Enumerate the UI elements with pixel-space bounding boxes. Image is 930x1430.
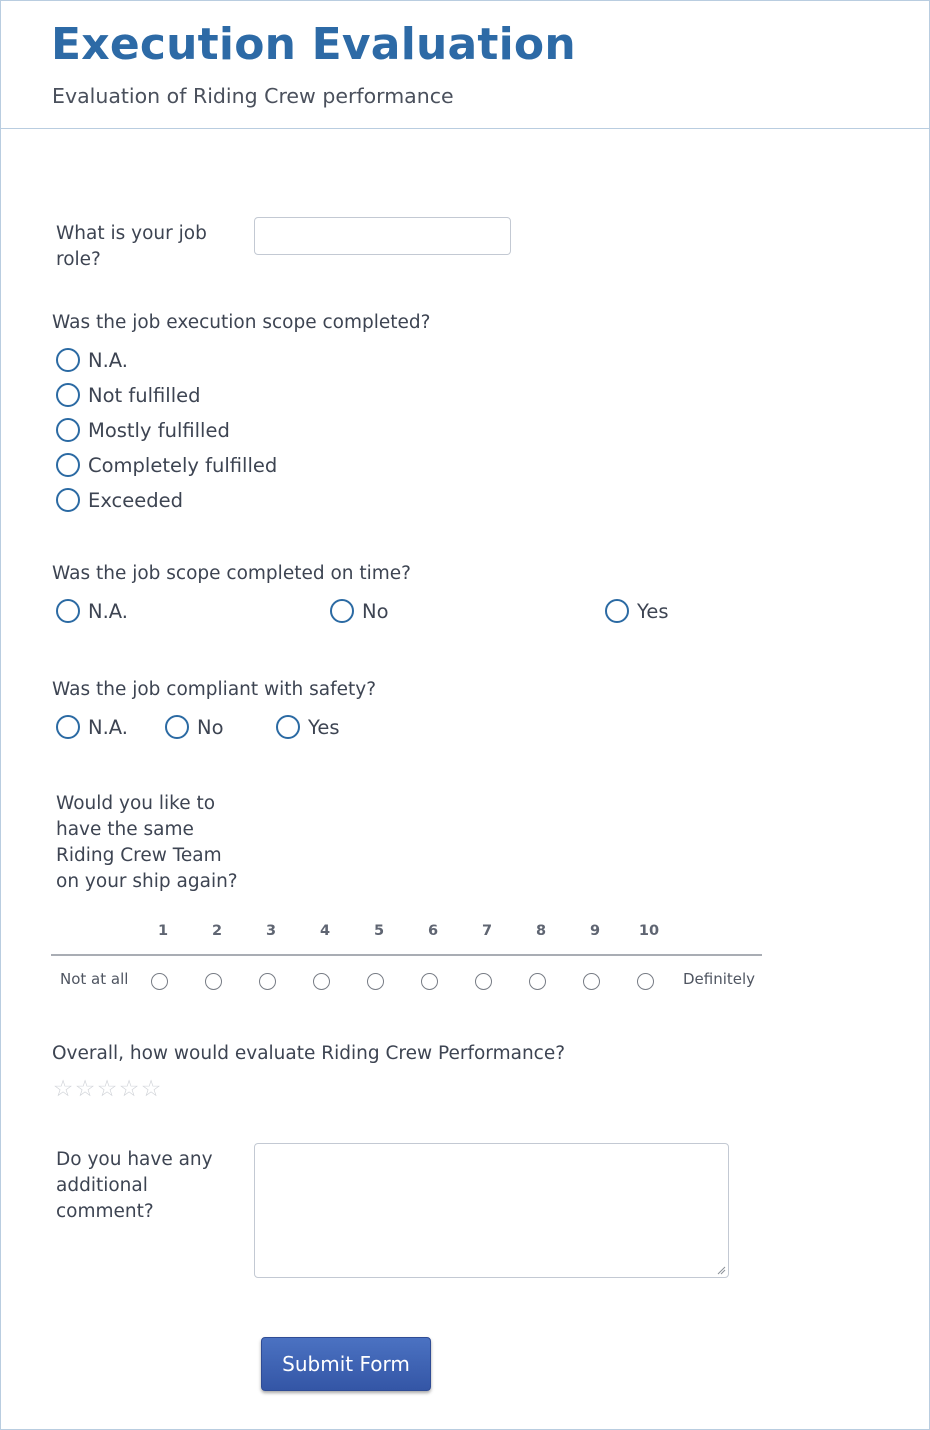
star-2-icon[interactable]: ☆ (74, 1076, 96, 1102)
job-role-label (56, 221, 207, 273)
radio-circle[interactable] (56, 383, 80, 407)
safety-option-yes[interactable] (276, 715, 339, 739)
safety-option-no[interactable] (165, 715, 224, 739)
scale-divider (51, 954, 762, 956)
scale-radio-2[interactable] (205, 973, 222, 990)
scope-option-label: Exceeded (88, 488, 183, 512)
scale-header-8: 8 (535, 923, 547, 939)
job-role-input[interactable] (254, 217, 511, 255)
radio-circle[interactable] (165, 715, 189, 739)
overall-question: Overall, how would evaluate Riding Crew Performance? (52, 1043, 566, 1064)
scope-option-not-fulfilled[interactable] (56, 383, 201, 407)
scope-question: Was the job execution scope completed? (52, 312, 431, 333)
comment-label-line: Do you have any (56, 1149, 213, 1170)
scale-radio-10[interactable] (637, 973, 654, 990)
scale-radio-6[interactable] (421, 973, 438, 990)
star-3-icon[interactable]: ☆ (96, 1076, 118, 1102)
radio-circle[interactable] (56, 348, 80, 372)
radio-circle[interactable] (56, 453, 80, 477)
scope-option-label: Completely fulfilled (88, 453, 278, 477)
scale-header-2: 2 (211, 923, 223, 939)
radio-circle[interactable] (330, 599, 354, 623)
scale-header-7: 7 (481, 923, 493, 939)
scope-option-na[interactable] (56, 348, 128, 372)
form-header (1, 1, 929, 129)
same-crew-question-line: have the same (56, 819, 194, 840)
same-crew-question (56, 791, 238, 895)
scale-header-6: 6 (427, 923, 439, 939)
form-subtitle: Evaluation of Riding Crew performance (52, 84, 454, 108)
radio-circle[interactable] (56, 715, 80, 739)
radio-circle[interactable] (56, 599, 80, 623)
scope-option-completely-fulfilled[interactable] (56, 453, 277, 477)
on-time-option-label: Yes (637, 599, 669, 623)
star-1-icon[interactable]: ☆ (52, 1076, 74, 1102)
scale-radio-8[interactable] (529, 973, 546, 990)
scale-high-label: Definitely (683, 970, 756, 988)
on-time-option-no[interactable] (330, 599, 389, 623)
submit-button[interactable]: Submit Form (261, 1337, 431, 1391)
same-crew-question-line: Would you like to (56, 793, 216, 814)
scale-low-label: Not at all (60, 970, 129, 988)
scope-option-exceeded[interactable] (56, 488, 183, 512)
radio-circle[interactable] (276, 715, 300, 739)
safety-question: Was the job compliant with safety? (52, 679, 377, 700)
scope-option-label: N.A. (88, 348, 128, 372)
radio-circle[interactable] (56, 418, 80, 442)
job-role-label-line: What is your job (56, 223, 207, 244)
safety-option-label: N.A. (88, 715, 128, 739)
scope-option-label: Mostly fulfilled (88, 418, 230, 442)
safety-option-label: Yes (308, 715, 340, 739)
radio-circle[interactable] (56, 488, 80, 512)
safety-option-na[interactable] (56, 715, 128, 739)
scale-header-4: 4 (319, 923, 331, 939)
scale-radio-1[interactable] (151, 973, 168, 990)
scale-radio-5[interactable] (367, 973, 384, 990)
on-time-option-yes[interactable] (605, 599, 668, 623)
scale-header-1: 1 (157, 923, 169, 939)
comment-label-line: comment? (56, 1201, 154, 1222)
scale-header-9: 9 (589, 923, 601, 939)
scale-radio-4[interactable] (313, 973, 330, 990)
scope-option-label: Not fulfilled (88, 383, 201, 407)
safety-option-label: No (197, 715, 224, 739)
radio-circle[interactable] (605, 599, 629, 623)
comment-label (56, 1147, 213, 1225)
job-role-label-line: role? (56, 249, 101, 270)
scale-header-3: 3 (265, 923, 277, 939)
star-5-icon[interactable]: ☆ (140, 1076, 162, 1102)
star-4-icon[interactable]: ☆ (118, 1076, 140, 1102)
same-crew-question-line: Riding Crew Team (56, 845, 222, 866)
scale-radio-7[interactable] (475, 973, 492, 990)
scale-header-5: 5 (373, 923, 385, 939)
on-time-option-na[interactable] (56, 599, 128, 623)
same-crew-question-line: on your ship again? (56, 871, 238, 892)
on-time-option-label: No (362, 599, 389, 623)
star-rating[interactable] (52, 1077, 162, 1101)
scope-option-mostly-fulfilled[interactable] (56, 418, 230, 442)
scale-header-10: 10 (638, 923, 660, 939)
scale-radio-3[interactable] (259, 973, 276, 990)
scale-radio-9[interactable] (583, 973, 600, 990)
comment-label-line: additional (56, 1175, 148, 1196)
form-title: Execution Evaluation (51, 19, 576, 70)
on-time-question: Was the job scope completed on time? (52, 563, 411, 584)
on-time-option-label: N.A. (88, 599, 128, 623)
comment-textarea[interactable] (254, 1143, 729, 1278)
resize-grip-icon[interactable] (716, 1265, 726, 1275)
